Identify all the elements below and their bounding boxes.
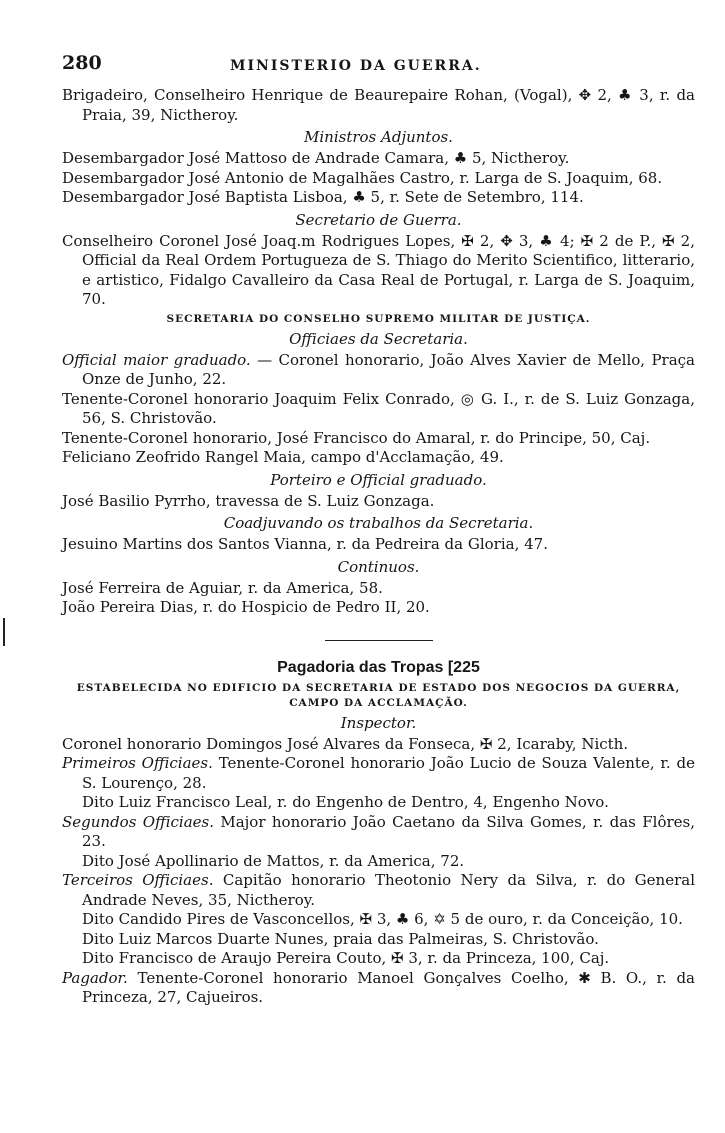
margin-mark (3, 618, 5, 646)
entry-secretario: Conselheiro Coronel José Joaq.m Rodrigues Lopes, ✠ 2, ✥ 3, ♣ 4; ✠ 2 de P., ✠ 2, Official da Real Ordem Portugueza de S. Thiago do Merito Scientifico, litterario, e artistico, Fidalgo Cavalleiro da Casa Real de Portugal, r. Larga de S. Joaquim, 70. (62, 231, 695, 308)
entry-text: Tenente-Coronel honorario João Lucio de Souza Valente, r. de S. Lourenço, 28. (82, 754, 695, 792)
entry-pagadoria (62, 813, 695, 852)
entry-adjunto: Desembargador José Baptista Lisboa, ♣ 5, r. Sete de Setembro, 114. (62, 188, 584, 206)
text-block (62, 86, 695, 1008)
heading-continuos: Continuos. (337, 557, 420, 576)
entry-text: Coronel honorario Domingos José Alvares da Fonseca, ✠ 2, Icaraby, Nicth. (62, 734, 629, 753)
heading-officiaes: Officiaes da Secretaria. (289, 329, 468, 348)
entry-text: Feliciano Zeofrido Rangel Maia, campo d'Acclamação, 49. (62, 448, 504, 466)
entry-coadjuvando: Jesuino Martins dos Santos Vianna, r. da Pedreira da Gloria, 47. (62, 535, 548, 553)
entry-text: Dito Luiz Marcos Duarte Nunes, praia das Palmeiras, S. Christovão. (82, 929, 599, 948)
entry-text: Dito Candido Pires de Vasconcellos, ✠ 3, ♣ 6, ✡ 5 de ouro, r. da Conceição, 10. (82, 910, 683, 928)
entry-continuo: João Pereira Dias, r. do Hospicio de Pedro II, 20. (62, 598, 430, 616)
entry-official (62, 429, 695, 449)
entry-lead: Terceiros Officiaes. (62, 871, 214, 889)
entry-official (62, 351, 695, 390)
entry-text: Tenente-Coronel honorario Manoel Gonçalves Coelho, ✱ B. O., r. da Princeza, 27, Cajueiros. (82, 968, 695, 1006)
entry-pagadoria (62, 969, 695, 1008)
entry-lead: Pagador. (62, 968, 128, 987)
entry-adjunto: Desembargador José Antonio de Magalhães Castro, r. Larga de S. Joaquim, 68. (62, 168, 663, 187)
heading-coadjuvando: Coadjuvando os trabalhos da Secretaria. (223, 514, 534, 532)
entry-text: Capitão honorario Theotonio Nery da Silva, r. do General Andrade Neves, 35, Nictheroy. (82, 871, 695, 909)
heading-porteiro: Porteiro e Official graduado. (270, 470, 487, 489)
entry-text: Coronel honorario, João Alves Xavier de Mello, Praça Onze de Junho, 22. (82, 350, 695, 388)
entry-official (62, 448, 695, 468)
entry-porteiro: José Basilio Pyrrho, travessa de S. Luiz Gonzaga. (62, 491, 435, 510)
entry-text: Dito Francisco de Araujo Pereira Couto, ✠ 3, r. da Princeza, 100, Caj. (82, 949, 610, 967)
entry-lead: Primeiros Officiaes. (62, 754, 213, 772)
entry-vogal: Brigadeiro, Conselheiro Henrique de Beaurepaire Rohan, (Vogal), ✥ 2, ♣ 3, r. da Praia, 39, Nictheroy. (62, 86, 695, 124)
page-number: 280 (62, 52, 102, 74)
entry-pagadoria (82, 930, 695, 950)
entry-lead: Official maior graduado. — (62, 350, 273, 369)
entry-adjunto: Desembargador José Mattoso de Andrade Camara, ♣ 5, Nictheroy. (62, 149, 570, 167)
section-divider (325, 640, 433, 641)
running-title: MINISTERIO DA GUERRA. (230, 58, 482, 74)
entry-text: Dito Luiz Francisco Leal, r. do Engenho de Dentro, 4, Engenho Novo. (82, 793, 609, 811)
heading-inspector: Inspector. (340, 713, 417, 732)
entry-pagadoria (82, 949, 695, 969)
entry-pagadoria (62, 754, 695, 793)
entry-text: Major honorario João Caetano da Silva Gomes, r. das Flôres, 23. (82, 812, 695, 850)
entry-pagadoria (62, 871, 695, 910)
section-secretaria-title: SECRETARIA DO CONSELHO SUPREMO MILITAR DE JUSTIÇA. (166, 312, 591, 325)
entry-pagadoria (82, 852, 695, 872)
heading-secretario: Secretario de Guerra. (295, 210, 462, 229)
entry-official (62, 390, 695, 429)
entry-pagadoria (82, 910, 695, 930)
entry-text: Dito José Apollinario de Mattos, r. da America, 72. (82, 851, 465, 870)
entry-pagadoria (62, 735, 695, 755)
section-pagadoria-title: Pagadoria das Tropas [225 (277, 658, 480, 676)
section-pagadoria-subtitle: ESTABELECIDA NO EDIFICIO DA SECRETARIA DE ESTADO DOS NEGOCIOS DA GUERRA, CAMPO DA ACCLAMAÇÃO. (76, 681, 681, 709)
entry-continuo: José Ferreira de Aguiar, r. da America, 58. (62, 578, 383, 597)
entry-lead: Segundos Officiaes. (62, 812, 214, 831)
entry-text: Tenente-Coronel honorario, José Francisco do Amaral, r. do Principe, 50, Caj. (62, 428, 651, 447)
entry-text: Tenente-Coronel honorario Joaquim Felix Conrado, ◎ G. I., r. de S. Luiz Gonzaga, 56, S. Christovão. (62, 389, 695, 427)
entry-pagadoria (82, 793, 695, 813)
heading-ministros-adjuntos: Ministros Adjuntos. (304, 128, 453, 146)
